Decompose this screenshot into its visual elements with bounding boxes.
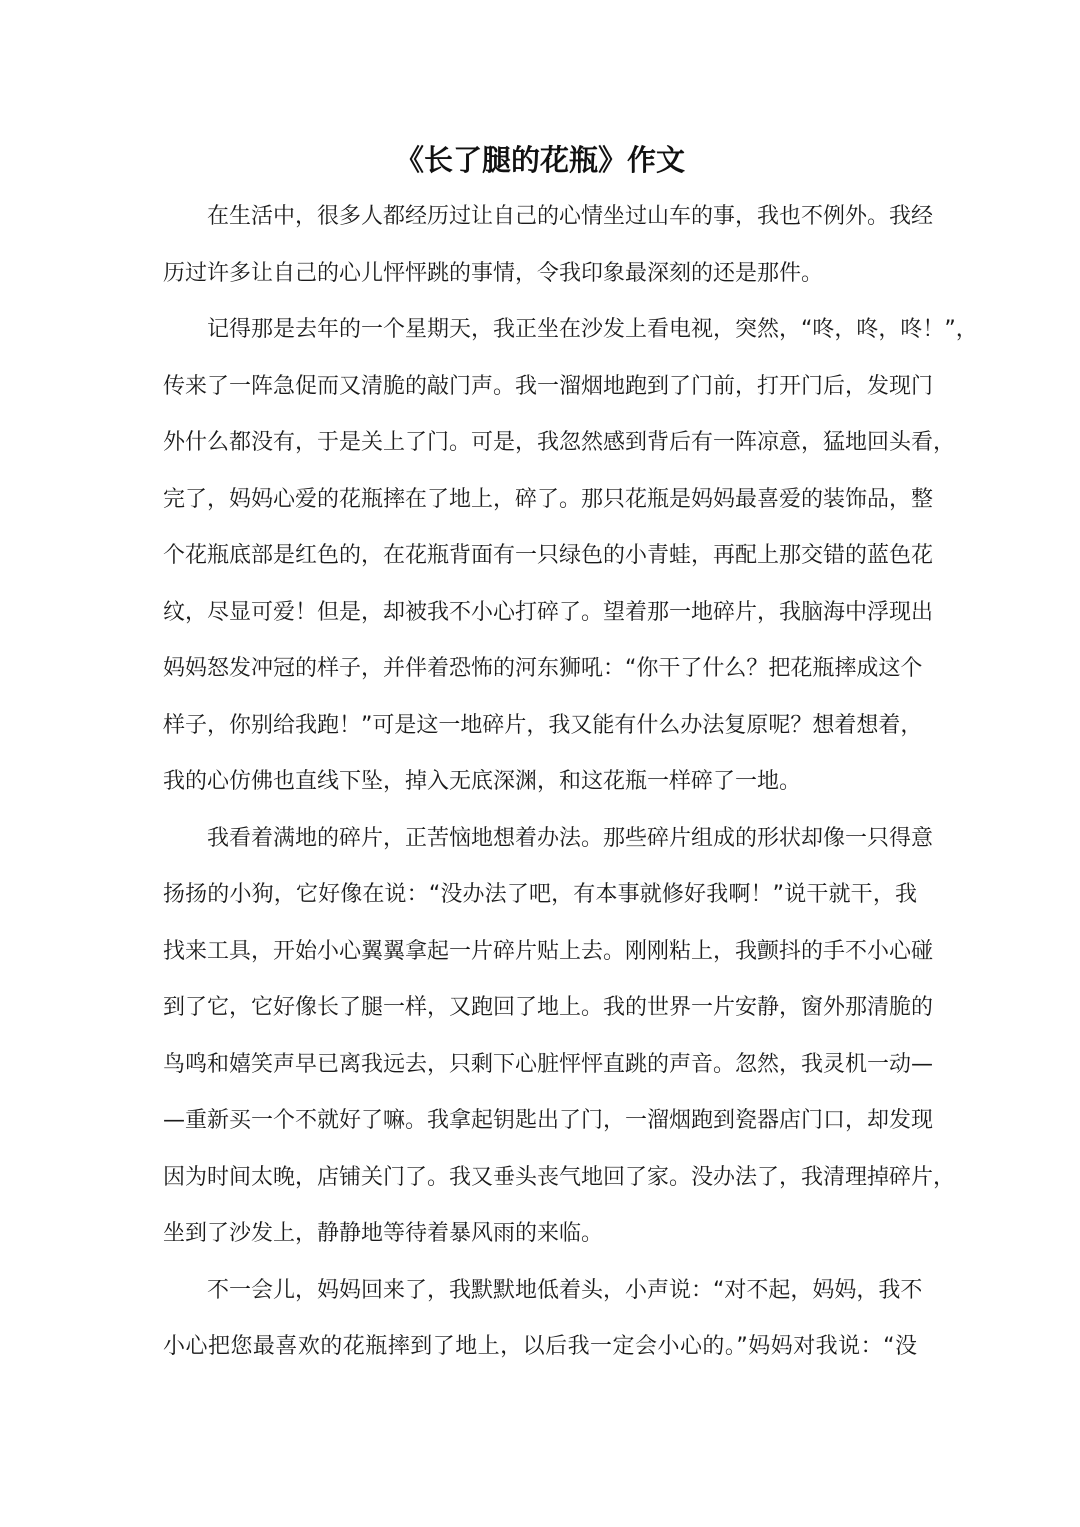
paragraph-3-line: 坐到了沙发上，静静地等待着暴风雨的来临。 xyxy=(163,1221,604,1246)
paragraph-3-line: 扬扬的小狗，它好像在说：“没办法了吧，有本事就修好我啊！”说干就干，我 xyxy=(163,882,917,907)
paragraph-2-line: 纹，尽显可爱！但是，却被我不小心打碎了。望着那一地碎片，我脑海中浮现出 xyxy=(163,599,934,625)
paragraph-2-line: 个花瓶底部是红色的，在花瓶背面有一只绿色的小青蛙，再配上那交错的蓝色花 xyxy=(163,543,934,568)
paragraph-3-line: 找来工具，开始小心翼翼拿起一片碎片贴上去。刚刚粘上，我颤抖的手不小心碰 xyxy=(163,938,934,964)
document-title: 《长了腿的花瓶》作文 xyxy=(394,143,685,177)
paragraph-2-line: 记得那是去年的一个星期天，我正坐在沙发上看电视，突然，“咚，咚，咚！”， xyxy=(207,317,978,342)
paragraph-3-line: 因为时间太晚，店铺关门了。我又垂头丧气地回了家。没办法了，我清理掉碎片， xyxy=(163,1164,956,1190)
paragraph-2-line: 我的心仿佛也直线下坠，掉入无底深渊，和这花瓶一样碎了一地。 xyxy=(163,769,802,794)
paragraph-4-line: 小心把您最喜欢的花瓶摔到了地上，以后我一定会小心的。”妈妈对我说：“没 xyxy=(163,1334,917,1359)
paragraph-3-line: 我看着满地的碎片，正苦恼地想着办法。那些碎片组成的形状却像一只得意 xyxy=(207,825,934,851)
paragraph-1-line: 历过许多让自己的心儿怦怦跳的事情，令我印象最深刻的还是那件。 xyxy=(163,260,824,286)
paragraph-4-line: 不一会儿，妈妈回来了，我默默地低着头，小声说：“对不起，妈妈，我不 xyxy=(207,1277,923,1303)
paragraph-2-line: 外什么都没有，于是关上了门。可是，我忽然感到背后有一阵凉意，猛地回头看， xyxy=(163,430,956,455)
paragraph-3-line: 到了它，它好像长了腿一样，又跑回了地上。我的世界一片安静，窗外那清脆的 xyxy=(163,995,934,1020)
paragraph-2-line: 完了，妈妈心爱的花瓶摔在了地上，碎了。那只花瓶是妈妈最喜爱的装饰品，整 xyxy=(163,486,934,512)
paragraph-2-line: 样子，你别给我跑！”可是这一地碎片，我又能有什么办法复原呢？想着想着， xyxy=(163,712,923,738)
paragraph-3-line: 鸟鸣和嬉笑声早已离我远去，只剩下心脏怦怦直跳的声音。忽然，我灵机一动— xyxy=(163,1051,934,1077)
paragraph-2-line: 传来了一阵急促而又清脆的敲门声。我一溜烟地跑到了门前，打开门后，发现门 xyxy=(163,373,934,399)
paragraph-1-line: 在生活中，很多人都经历过让自己的心情坐过山车的事，我也不例外。我经 xyxy=(207,204,934,229)
paragraph-3-line: —重新买一个不就好了嘛。我拿起钥匙出了门，一溜烟跑到瓷器店门口，却发现 xyxy=(163,1108,934,1133)
paragraph-2-line: 妈妈怒发冲冠的样子，并伴着恐怖的河东狮吼：“你干了什么？把花瓶摔成这个 xyxy=(163,656,923,681)
